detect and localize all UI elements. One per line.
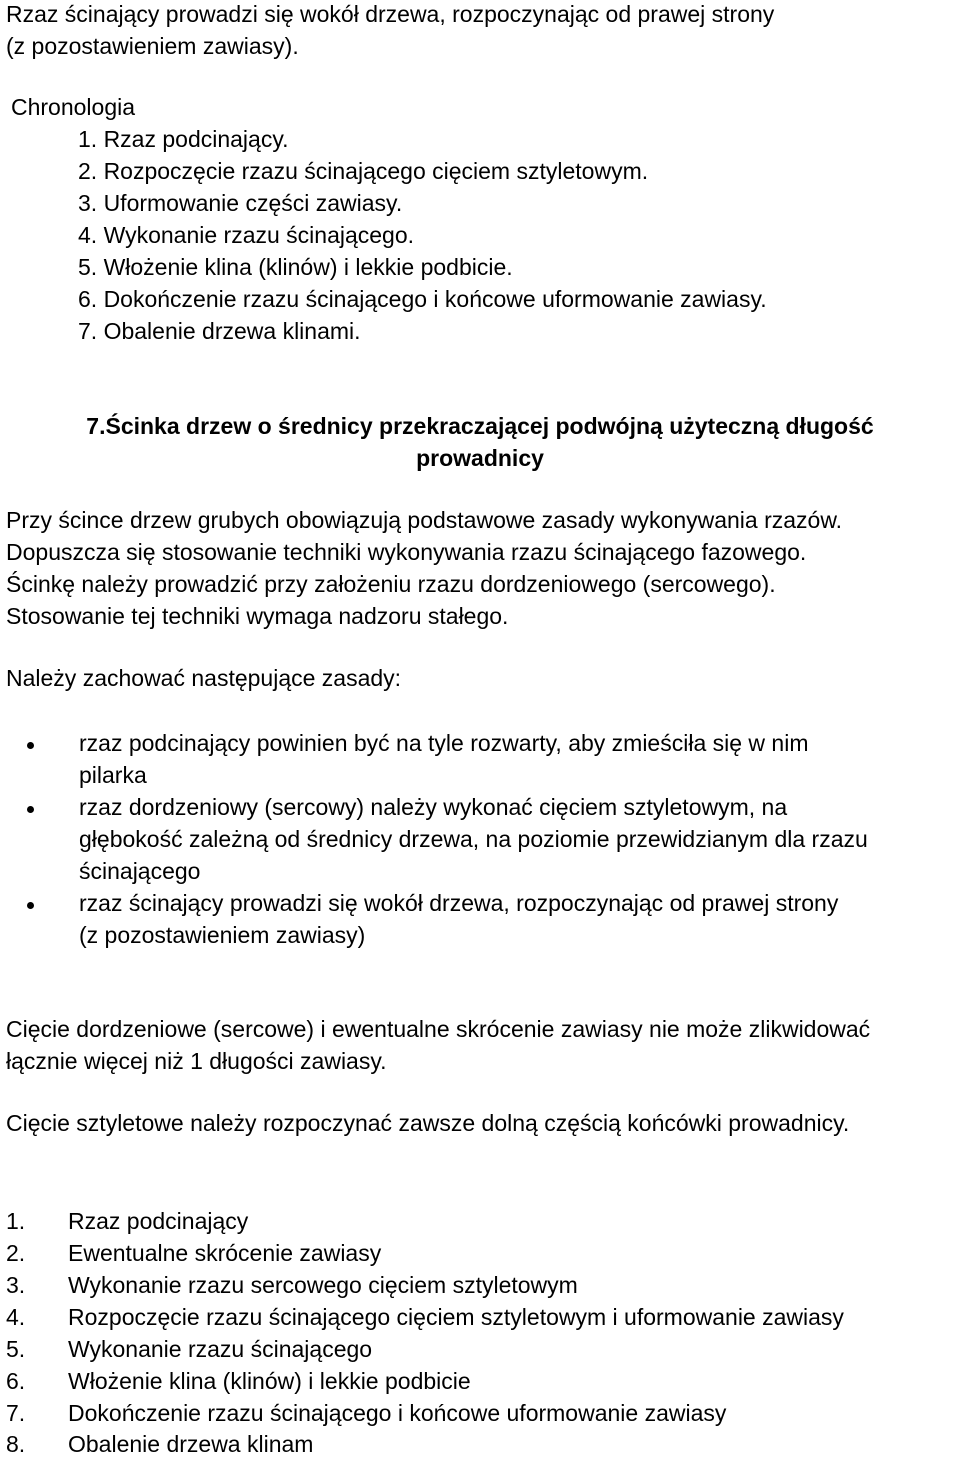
paragraph-line: Dopuszcza się stosowanie techniki wykonywania rzazu ścinającego fazowego. xyxy=(6,539,807,565)
chronology-title: Chronologia xyxy=(11,94,136,120)
bullet-dot xyxy=(27,742,34,749)
step-number: 6. xyxy=(6,1368,26,1394)
paragraph-line: Przy ścince drzew grubych obowiązują podstawowe zasady wykonywania rzazów. xyxy=(6,507,843,533)
step-text: Ewentualne skrócenie zawiasy xyxy=(68,1240,382,1266)
note-line: Cięcie dordzeniowe (sercowe) i ewentualne skrócenie zawiasy nie może zlikwidować xyxy=(6,1016,871,1042)
step-number: 4. xyxy=(6,1304,26,1330)
step-number: 7. xyxy=(6,1400,26,1426)
step-text: Dokończenie rzazu ścinającego i końcowe uformowanie zawiasy xyxy=(68,1400,727,1426)
step-text: Wykonanie rzazu ścinającego xyxy=(68,1336,373,1362)
chronology-item: 3. Uformowanie części zawiasy. xyxy=(78,190,403,216)
step-text: Rzaz podcinający xyxy=(68,1208,249,1234)
chronology-item: 7. Obalenie drzewa klinami. xyxy=(78,318,361,344)
paragraph-line: Stosowanie tej techniki wymaga nadzoru stałego. xyxy=(6,603,509,629)
section-heading-line-1: 7.Ścinka drzew o średnicy przekraczającej podwójną użyteczną długość xyxy=(86,413,874,439)
note-line: łącznie więcej niż 1 długości zawiasy. xyxy=(6,1048,387,1074)
step-text: Obalenie drzewa klinam xyxy=(68,1431,314,1457)
bullet-dot xyxy=(27,806,34,813)
step-text: Wykonanie rzazu sercowego cięciem sztyletowym xyxy=(68,1272,578,1298)
bullet-text: pilarka xyxy=(79,762,147,788)
chronology-item: 5. Włożenie klina (klinów) i lekkie podbicie. xyxy=(78,254,513,280)
bullet-dot xyxy=(27,902,34,909)
chronology-item: 2. Rozpoczęcie rzazu ścinającego cięciem sztyletowym. xyxy=(78,158,649,184)
rules-intro: Należy zachować następujące zasady: xyxy=(6,665,402,691)
chronology-item: 6. Dokończenie rzazu ścinającego i końcowe uformowanie zawiasy. xyxy=(78,286,767,312)
step-number: 5. xyxy=(6,1336,26,1362)
step-text: Rozpoczęcie rzazu ścinającego cięciem sztyletowym i uformowanie zawiasy xyxy=(68,1304,844,1330)
step-number: 8. xyxy=(6,1431,26,1457)
chronology-item: 4. Wykonanie rzazu ścinającego. xyxy=(78,222,415,248)
section-heading-line-2: prowadnicy xyxy=(416,445,544,471)
chronology-item: 1. Rzaz podcinający. xyxy=(78,126,289,152)
intro-line-2: (z pozostawieniem zawiasy). xyxy=(6,33,299,59)
bullet-text: rzaz dordzeniowy (sercowy) należy wykonać cięciem sztyletowym, na xyxy=(79,794,788,820)
paragraph-line: Ścinkę należy prowadzić przy założeniu rzazu dordzeniowego (sercowego). xyxy=(6,571,776,597)
intro-line-1: Rzaz ścinający prowadzi się wokół drzewa, rozpoczynając od prawej strony xyxy=(6,1,775,27)
bullet-text: (z pozostawieniem zawiasy) xyxy=(79,922,366,948)
step-number: 3. xyxy=(6,1272,26,1298)
step-number: 2. xyxy=(6,1240,26,1266)
bullet-text: ścinającego xyxy=(79,858,201,884)
bullet-text: rzaz ścinający prowadzi się wokół drzewa, rozpoczynając od prawej strony xyxy=(79,890,839,916)
step-text: Włożenie klina (klinów) i lekkie podbicie xyxy=(68,1368,471,1394)
note-line: Cięcie sztyletowe należy rozpoczynać zawsze dolną częścią końcówki prowadnicy. xyxy=(6,1110,850,1136)
step-number: 1. xyxy=(6,1208,26,1234)
bullet-text: głębokość zależną od średnicy drzewa, na poziomie przewidzianym dla rzazu xyxy=(79,826,868,852)
bullet-text: rzaz podcinający powinien być na tyle rozwarty, aby zmieściła się w nim xyxy=(79,730,809,756)
